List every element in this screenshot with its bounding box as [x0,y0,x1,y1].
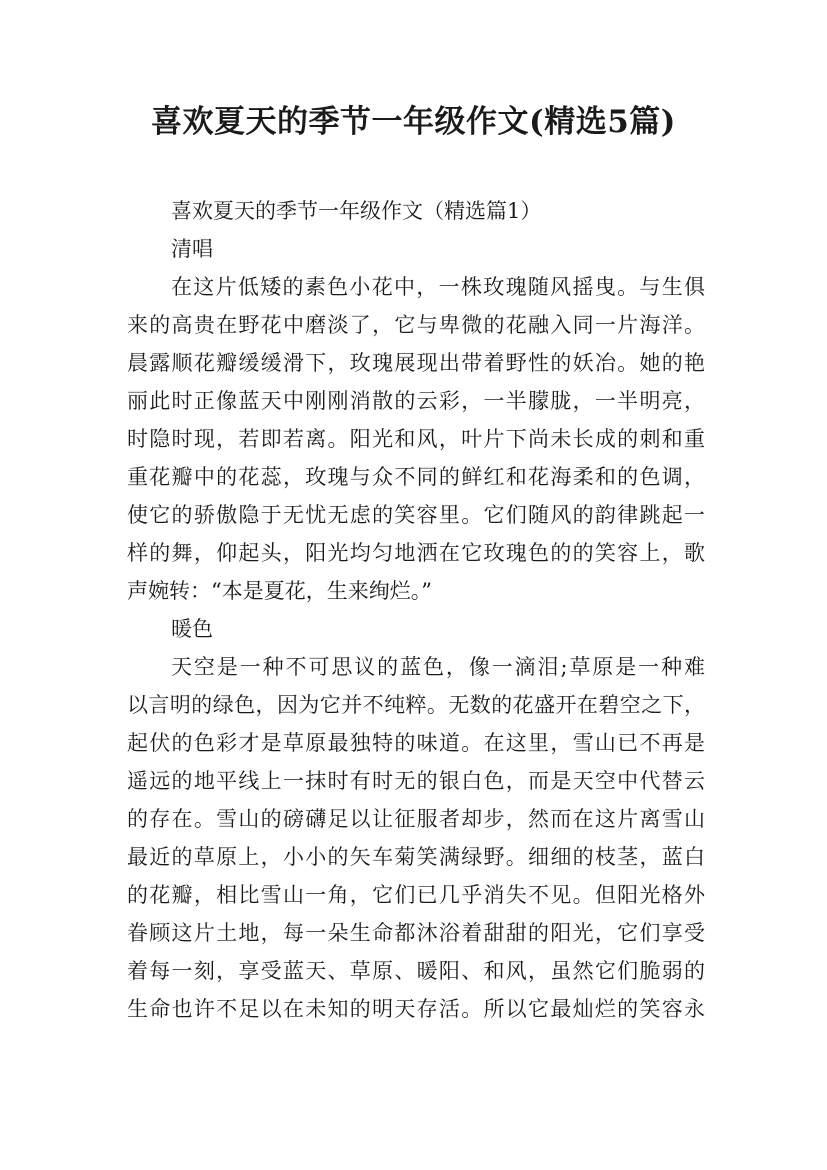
subsection-heading: 清唱 [171,237,213,261]
paragraph-line: 最近的草原上，小小的矢车菊笑满绿野。细细的枝茎，蓝白 [127,845,705,869]
paragraph-line: 时隐时现，若即若离。阳光和风，叶片下尚未长成的刺和重 [127,427,705,451]
paragraph-line: 使它的骄傲隐于无忧无虑的笑容里。它们随风的韵律跳起一 [127,503,705,527]
paragraph-line: 的存在。雪山的磅礴足以让征服者却步，然而在这片离雪山 [127,807,705,831]
section-heading: 喜欢夏天的季节一年级作文（精选篇1） [171,199,542,223]
paragraph-line: 眷顾这片土地，每一朵生命都沐浴着甜甜的阳光，它们享受 [127,921,705,945]
paragraph-line: 生命也许不足以在未知的明天存活。所以它最灿烂的笑容永 [127,997,705,1021]
document-body [127,192,705,1028]
paragraph-line: 晨露顺花瓣缓缓滑下，玫瑰展现出带着野性的妖冶。她的艳 [127,351,705,375]
paragraph-line: 遥远的地平线上一抹时有时无的银白色，而是天空中代替云 [127,769,705,793]
paragraph-line: 以言明的绿色，因为它并不纯粹。无数的花盛开在碧空之下， [127,693,705,717]
paragraph-line: 在这片低矮的素色小花中，一株玫瑰随风摇曳。与生俱 [171,275,705,299]
paragraph-line: 来的高贵在野花中磨淡了，它与卑微的花融入同一片海洋。 [127,313,705,337]
paragraph-line: 样的舞，仰起头，阳光均匀地洒在它玫瑰色的的笑容上，歌 [127,541,705,565]
paragraph-line: 重花瓣中的花蕊，玫瑰与众不同的鲜红和花海柔和的色调， [127,465,705,489]
paragraph-line: 声婉转：“本是夏花，生来绚烂。” [127,579,432,603]
paragraph-line: 天空是一种不可思议的蓝色，像一滴泪;草原是一种难 [171,655,705,679]
subsection-heading: 暖色 [171,617,213,641]
paragraph-line: 的花瓣，相比雪山一角，它们已几乎消失不见。但阳光格外 [127,883,705,907]
paragraph-line: 丽此时正像蓝天中刚刚消散的云彩，一半朦胧，一半明亮， [127,389,705,413]
paragraph-line: 起伏的色彩才是草原最独特的味道。在这里，雪山已不再是 [127,731,705,755]
paragraph-line: 着每一刻，享受蓝天、草原、暖阳、和风，虽然它们脆弱的 [127,959,705,983]
document-title: 喜欢夏天的季节一年级作文(精选5篇) [151,104,676,140]
